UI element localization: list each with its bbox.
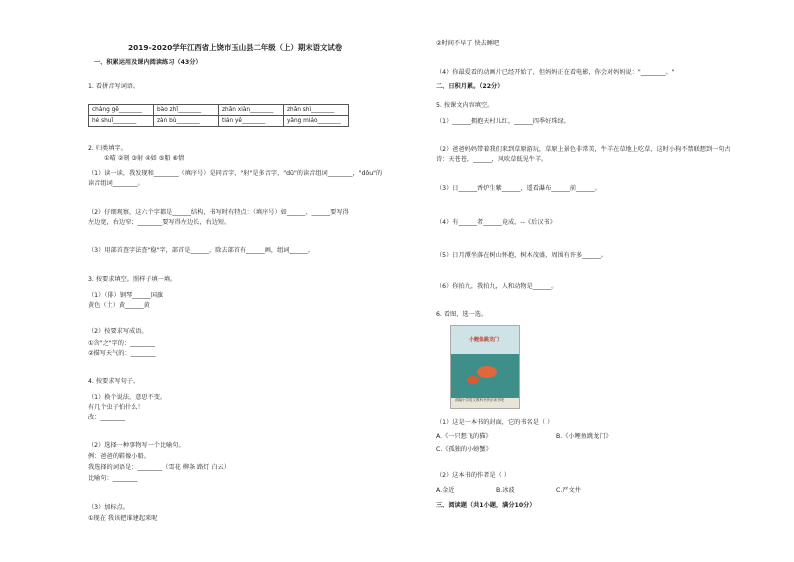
question-4-3-c: ②时间不早了 快去睡吧 bbox=[436, 40, 500, 47]
question-6-1-option-b: B.《小鲤鱼跳龙门》 bbox=[556, 433, 612, 440]
question-2-2-line-2: 左边宽，右边窄；________要写得左边长，右边短。 bbox=[88, 219, 231, 226]
question-6-1: （1）这是一本书的封面，它的书名是（ ） bbox=[436, 419, 554, 426]
question-5-1: （1）______拥抱天村儿红，______四季好珠绿。 bbox=[436, 118, 570, 125]
pinyin-cell: zhǎn xiàn________ bbox=[219, 105, 284, 116]
question-5-2-line-2: 诗：天苍苍，______，风吹草低见牛羊。 bbox=[436, 156, 548, 163]
fish-icon bbox=[467, 376, 479, 384]
question-2-1-line-2: 读音组词________。 bbox=[88, 180, 144, 187]
pinyin-cell: hé shuǐ________ bbox=[89, 116, 154, 127]
section-1-heading: 一、积累运用及课内阅读练习（43分） bbox=[94, 59, 202, 66]
question-4-2-b: 例：爸爸的鞋像小船。 bbox=[88, 453, 150, 460]
question-2-2-line-1: （2）仔细观察，这六个字都是______结构，书写时有特点：（填序号）如______、______要写得 bbox=[88, 209, 349, 216]
question-2-3: （3）用部首查字法查"稳"字，部首是______，除去部首有______画，组词______。 bbox=[88, 247, 315, 254]
pinyin-cell: tián yě________ bbox=[219, 116, 284, 127]
question-5-6: （6）你拍九，我拍九，人和动物是______。 bbox=[436, 283, 558, 290]
question-4-1-c: 改：________ bbox=[88, 414, 126, 421]
section-2-heading: 二、日积月累。（22分） bbox=[436, 83, 504, 90]
question-3-2: （2）按要求写成语。 bbox=[88, 328, 148, 335]
question-3: 3. 按要求填空。照样子填一填。 bbox=[88, 276, 177, 283]
question-4-2-d: 比喻句：________ bbox=[88, 475, 138, 482]
book-cover-title: 小鲤鱼跳龙门 bbox=[469, 337, 500, 343]
question-4-1-b: 有几个虫子怕什么！ bbox=[88, 404, 144, 411]
question-6: 6. 看图，选一选。 bbox=[436, 311, 488, 318]
question-4-1-a: （1）换个说法，意思不变。 bbox=[88, 394, 167, 401]
pinyin-cell: yǎng miáo________ bbox=[284, 116, 349, 127]
section-3-heading: 三、阅读题（共1小题，满分10分） bbox=[436, 502, 536, 509]
question-6-1-option-a: A.《一只想飞的猫》 bbox=[436, 433, 492, 440]
book-cover-footer: 部编小学语文教科书快乐读书吧 bbox=[455, 398, 504, 402]
book-cover-image bbox=[450, 325, 520, 409]
fish-icon bbox=[477, 366, 497, 378]
table-row bbox=[89, 116, 349, 127]
question-5-4: （4）有______者______竟成。--《后汉书》 bbox=[436, 219, 556, 226]
question-5-3: （3）日______香炉生紫______，遥看瀑布______前______。 bbox=[436, 185, 601, 192]
question-2-options: ①晴 ②刻 ③射 ④如 ⑤船 ⑥情 bbox=[104, 155, 185, 162]
question-4-2-a: （2）选择一种事物写一个比喻句。 bbox=[88, 442, 185, 449]
question-5-5: （5）日月潭坐落在树山怀抱，树木茂盛，周围有许多______。 bbox=[436, 252, 607, 259]
question-4-3-a: （3）加标点。 bbox=[88, 504, 130, 511]
question-3-1-line-2: 黄色（土）黄______黄 bbox=[88, 302, 150, 309]
question-3-1-line-1: （1）（俳）钢琴______国旗 bbox=[88, 292, 164, 299]
question-6-2: （2）这本书的作者是（ ） bbox=[436, 472, 510, 479]
table-row bbox=[89, 105, 349, 116]
question-4-3-b: ①现在 我该把谁建起来呢 bbox=[88, 515, 158, 522]
pinyin-cell: zàn bù________ bbox=[154, 116, 219, 127]
question-4: 4. 按要求写句子。 bbox=[88, 378, 140, 385]
question-6-2-option-b: B.冰波 bbox=[496, 487, 515, 494]
question-4-4: （4）你最爱看的动画片已经开始了，但妈妈正在看电影，你会对妈妈说："________。" bbox=[436, 69, 675, 76]
question-6-2-option-a: A.金近 bbox=[436, 487, 455, 494]
question-3-2-a: ①含"之"字的：________ bbox=[88, 340, 155, 347]
pinyin-cell: zhǎn shì________ bbox=[284, 105, 349, 116]
question-6-2-option-c: C.严文井 bbox=[556, 487, 581, 494]
question-1: 1. 看拼音写词语。 bbox=[88, 83, 140, 90]
question-5-2-line-1: （2）爸爸妈妈带着我们来到草原游玩，草原上景色非常美，牛羊在草地上吃草，这时小狗不禁联想到一句古 bbox=[436, 146, 731, 153]
question-3-2-b: ②描写天气的：________ bbox=[88, 350, 156, 357]
pinyin-cell: chàng gē________ bbox=[89, 105, 154, 116]
pinyin-cell: bào zhǐ________ bbox=[154, 105, 219, 116]
question-4-2-c: 我选择的词语是：________（雪花 柳条 路灯 白云） bbox=[88, 464, 231, 471]
pinyin-table bbox=[88, 104, 349, 127]
question-2: 2. 归类填字。 bbox=[88, 145, 127, 152]
page-title: 2019-2020学年江西省上饶市玉山县二年级（上）期末语文试卷 bbox=[128, 43, 343, 52]
question-6-1-option-c: C.《孤独的小螃蟹》 bbox=[436, 446, 492, 453]
question-5: 5. 按课文内容填空。 bbox=[436, 102, 494, 109]
question-2-1-line-1: （1）读一读，我发现和________（填序号）是同音字，"射"是多音字，"dū"的读音组词________，"dǒu"的 bbox=[88, 170, 383, 177]
